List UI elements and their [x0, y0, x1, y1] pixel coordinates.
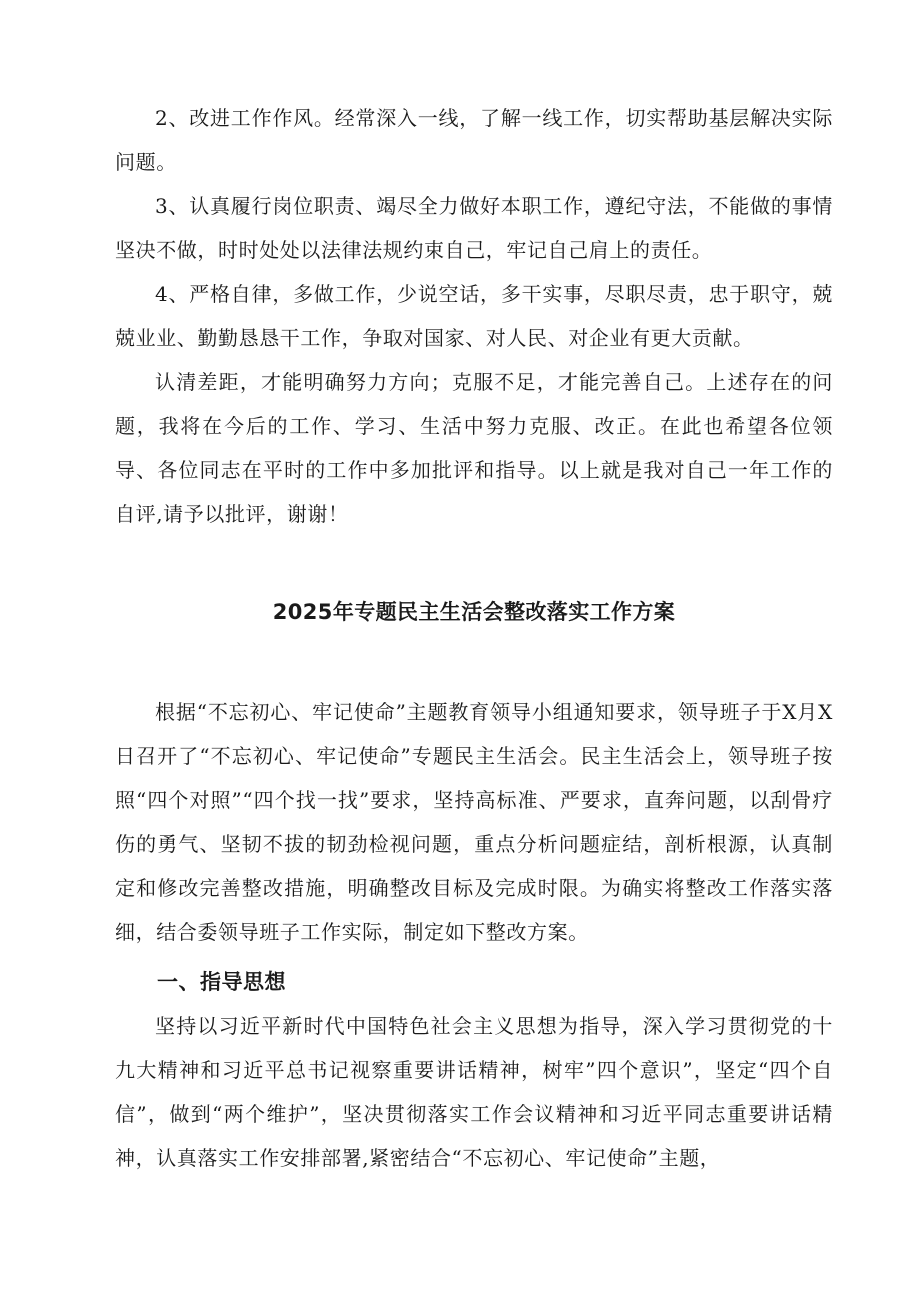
intro-paragraph: 根据“不忘初心、牢记使命”主题教育领导小组通知要求，领导班子于X月X日召开了“不忘初心、牢记使命”专题民主生活会。民主生活会上，领导班子按照“四个对照”“四个找一找”要求，坚持高标准、严要求，直奔问题，以刮骨疗伤的勇气、坚韧不拔的韧劲检视问题，重点分析问题症结，剖析根源，认真制定和修改完善整改措施，明确整改目标及完成时限。为确实将整改工作落实落细，结合委领导班子工作实际，制定如下整改方案。: [115, 700, 833, 944]
paragraph-item-3: 3、认真履行岗位职责、竭尽全力做好本职工作，遵纪守法，不能做的事情坚决不做，时时处处以法律法规约束自己，牢记自己肩上的责任。: [115, 194, 833, 262]
guiding-thought-paragraph: 坚持以习近平新时代中国特色社会主义思想为指导，深入学习贯彻党的十九大精神和习近平总书记视察重要讲话精神，树牢”四个意识”，坚定“四个自信”，做到“两个维护”，坚决贯彻落实工作会议精神和习近平同志重要讲话精神，认真落实工作安排部署,紧密结合“不忘初心、牢记使命”主题，: [115, 1014, 833, 1170]
previous-section-text: [115, 96, 833, 536]
closing-paragraph: 认清差距，才能明确努力方向；克服不足，才能完善自己。上述存在的问题，我将在今后的工作、学习、生活中努力克服、改正。在此也希望各位领导、各位同志在平时的工作中多加批评和指导。以上就是我对自己一年工作的自评,请予以批评，谢谢！: [115, 370, 833, 526]
section-heading-guiding-thought: 一、指导思想: [157, 970, 286, 994]
document-page: [115, 96, 833, 1170]
paragraph-item-2: 2、改进工作作风。经常深入一线，了解一线工作，切实帮助基层解决实际问题。: [115, 106, 833, 174]
document-title: 2025年专题民主生活会整改落实工作方案: [272, 600, 676, 624]
rectification-plan-body: [115, 690, 833, 1180]
paragraph-item-4: 4、严格自律，多做工作，少说空话，多干实事，尽职尽责，忠于职守，兢兢业业、勤勤恳恳干工作，争取对国家、对人民、对企业有更大贡献。: [115, 282, 833, 350]
